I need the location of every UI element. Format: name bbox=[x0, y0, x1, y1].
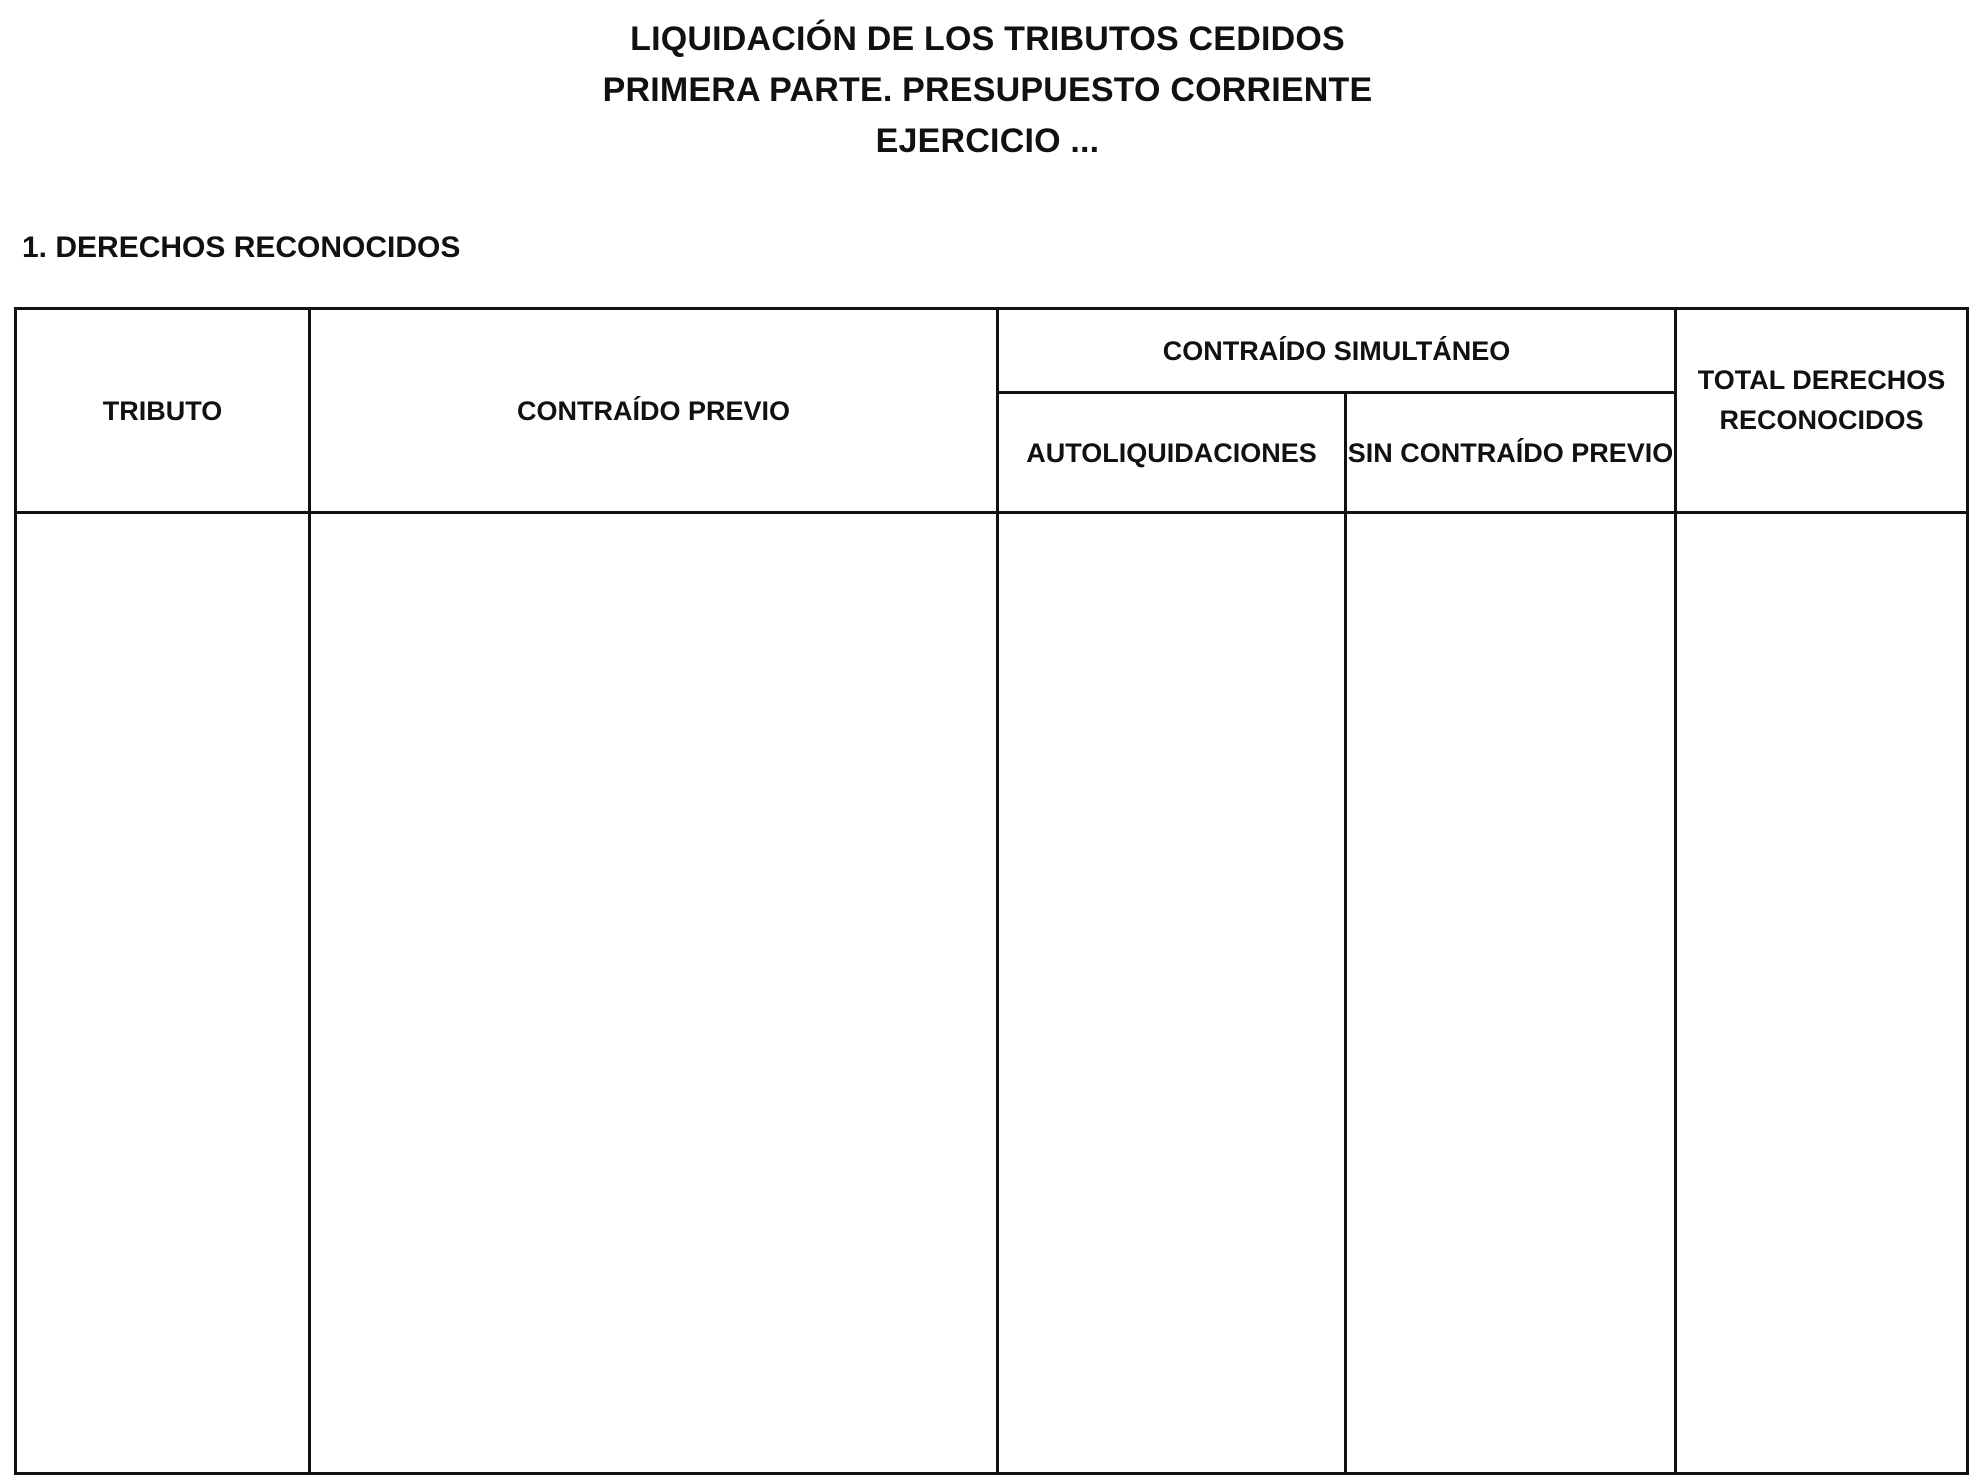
section-heading: 1. DERECHOS RECONOCIDOS bbox=[22, 231, 461, 264]
header-contraido-simultaneo: CONTRAÍDO SIMULTÁNEO bbox=[998, 309, 1676, 393]
title-line-year: EJERCICIO ... bbox=[875, 122, 1100, 160]
header-row-top bbox=[16, 309, 1968, 393]
title-line-part: PRIMERA PARTE. PRESUPUESTO CORRIENTE bbox=[602, 71, 1373, 109]
header-total-derechos-reconocidos: TOTAL DERECHOS RECONOCIDOS bbox=[1676, 309, 1968, 513]
cell-autoliquidaciones[interactable] bbox=[998, 513, 1346, 1474]
title-line-main: LIQUIDACIÓN DE LOS TRIBUTOS CEDIDOS bbox=[630, 20, 1345, 58]
header-autoliquidaciones: AUTOLIQUIDACIONES bbox=[998, 393, 1346, 513]
rights-table bbox=[14, 307, 1969, 1475]
header-sin-contraido-previo: SIN CONTRAÍDO PREVIO bbox=[1346, 393, 1676, 513]
cell-tributo[interactable] bbox=[16, 513, 310, 1474]
cell-total-derechos-reconocidos[interactable] bbox=[1676, 513, 1968, 1474]
document-title bbox=[0, 14, 1975, 167]
header-contraido-previo: CONTRAÍDO PREVIO bbox=[310, 309, 998, 513]
cell-contraido-previo[interactable] bbox=[310, 513, 998, 1474]
table-row bbox=[16, 513, 1968, 1474]
header-tributo: TRIBUTO bbox=[16, 309, 310, 513]
cell-sin-contraido-previo[interactable] bbox=[1346, 513, 1676, 1474]
